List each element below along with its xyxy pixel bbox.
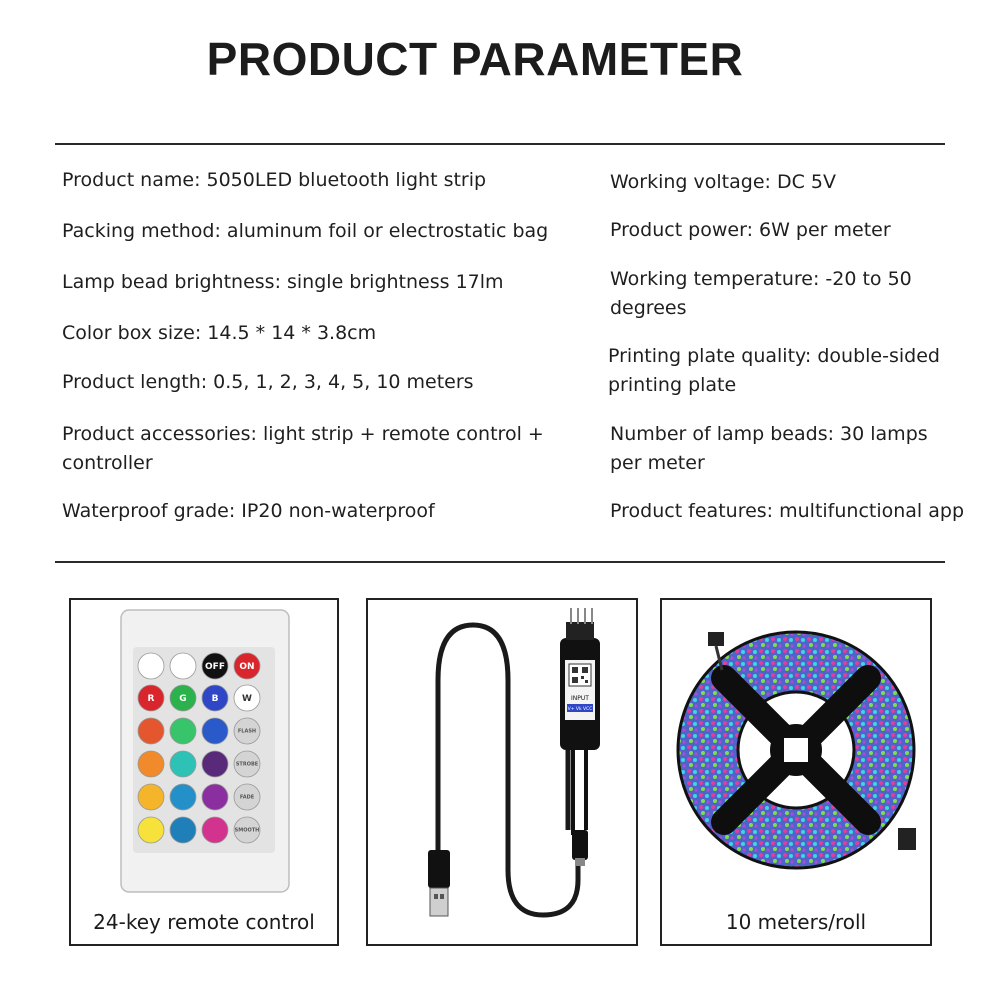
color-key-3-2[interactable]	[170, 751, 196, 777]
off-key-label: OFF	[205, 662, 225, 672]
color-key-5-3[interactable]	[202, 817, 228, 843]
green-key-label: G	[179, 694, 187, 704]
spec-product-length: Product length: 0.5, 1, 2, 3, 4, 5, 10 meters	[62, 371, 474, 393]
brightness-up-key[interactable]	[138, 653, 164, 679]
smooth-key-label: SMOOTH	[234, 827, 260, 834]
top-divider	[55, 143, 945, 145]
controller-input-label: INPUT	[571, 695, 589, 702]
spec-product-name: Product name: 5050LED bluetooth light strip	[62, 169, 487, 191]
spec-printing-plate: Printing plate quality: double-sided printing plate	[608, 345, 940, 396]
spec-product-power: Product power: 6W per meter	[610, 219, 891, 241]
spec-lamp-beads: Number of lamp beads: 30 lamps per meter	[610, 423, 928, 474]
remote-panel	[69, 598, 339, 946]
spec-waterproof-grade: Waterproof grade: IP20 non-waterproof	[62, 500, 435, 522]
color-key-4-3[interactable]	[202, 784, 228, 810]
color-key-3-1[interactable]	[138, 751, 164, 777]
page-title: PRODUCT PARAMETER	[206, 33, 744, 85]
spec-color-box-size: Color box size: 14.5 * 14 * 3.8cm	[62, 322, 377, 344]
remote-illustration	[71, 600, 337, 944]
red-key-label: R	[147, 694, 155, 704]
strobe-key-label: STROBE	[235, 761, 259, 768]
spec-packing-method: Packing method: aluminum foil or electrostatic bag	[62, 220, 549, 242]
color-key-2-1[interactable]	[138, 718, 164, 744]
color-key-2-3[interactable]	[202, 718, 228, 744]
strip-illustration	[662, 600, 930, 944]
color-key-4-2[interactable]	[170, 784, 196, 810]
color-key-5-2[interactable]	[170, 817, 196, 843]
bottom-divider	[55, 561, 945, 563]
white-key-label: W	[242, 694, 252, 704]
spec-lamp-brightness: Lamp bead brightness: single brightness 17lm	[62, 271, 504, 293]
spec-working-voltage: Working voltage: DC 5V	[610, 171, 836, 193]
spec-working-temperature: Working temperature: -20 to 50 degrees	[610, 268, 912, 319]
blue-key-label: B	[211, 694, 219, 704]
color-key-5-1[interactable]	[138, 817, 164, 843]
strip-panel	[660, 598, 932, 946]
spec-accessories: Product accessories: light strip + remote control + controller	[62, 423, 544, 474]
flash-key-label: FLASH	[237, 728, 257, 735]
fade-key-label: FADE	[239, 794, 255, 801]
controller-illustration	[368, 600, 636, 944]
brightness-down-key[interactable]	[170, 653, 196, 679]
remote-caption: 24-key remote control	[93, 910, 315, 934]
strip-caption: 10 meters/roll	[725, 910, 867, 934]
controller-pin-label: V+ Vk VCC	[567, 707, 593, 712]
on-key-label: ON	[239, 662, 255, 672]
color-key-4-1[interactable]	[138, 784, 164, 810]
controller-panel	[366, 598, 638, 946]
color-key-3-3[interactable]	[202, 751, 228, 777]
spec-product-features: Product features: multifunctional app	[610, 500, 965, 522]
color-key-2-2[interactable]	[170, 718, 196, 744]
